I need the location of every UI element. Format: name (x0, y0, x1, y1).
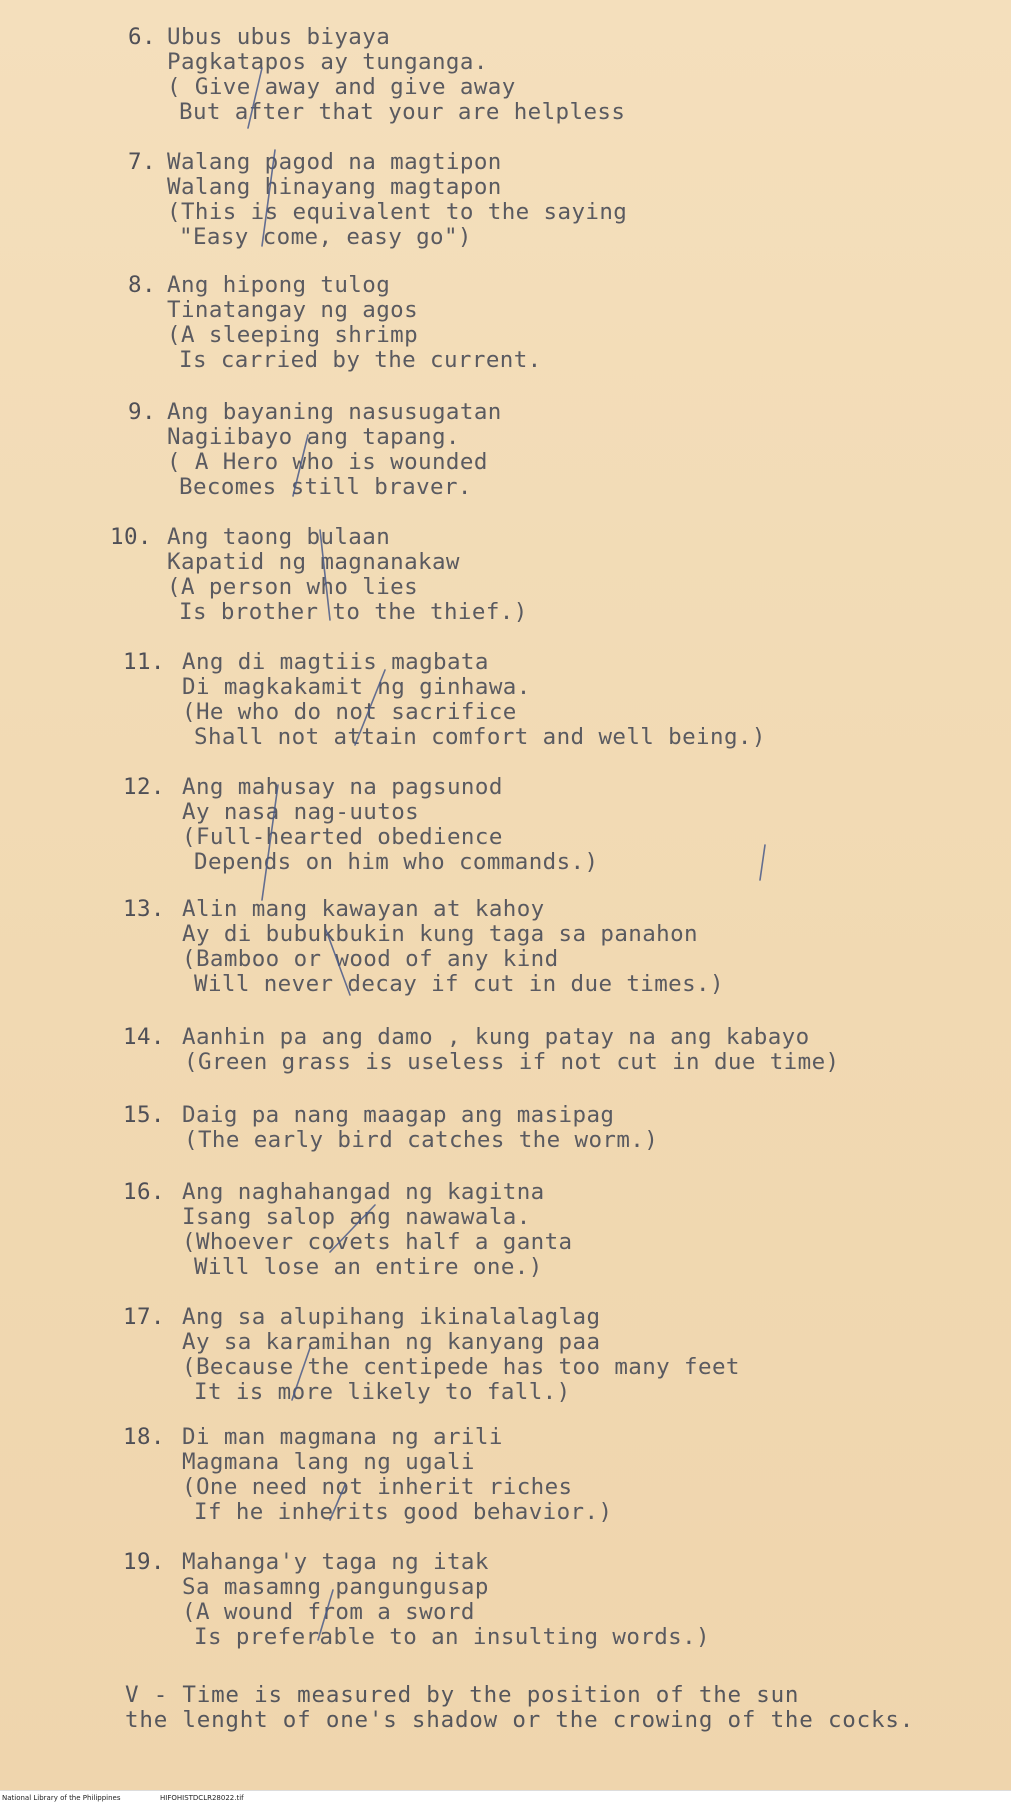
proverb-line: Ang di magtiis magbata (182, 649, 489, 675)
proverb-line: Ay di bubukbukin kung taga sa panahon (182, 921, 699, 947)
proverb-line: Will lose an entire one.) (194, 1254, 543, 1280)
proverb-number: 17. (123, 1304, 165, 1330)
proverb-line: Ang hipong tulog (167, 272, 391, 298)
proverb-line: (Green grass is useless if not cut in due time) (184, 1049, 840, 1075)
proverb-line: Shall not attain comfort and well being.) (194, 724, 766, 750)
proverb-line: (Bamboo or wood of any kind (182, 946, 559, 972)
proverb-line: Magmana lang ng ugali (182, 1449, 475, 1475)
proverb-line: (He who do not sacrifice (182, 699, 517, 725)
proverb-line: Ay nasa nag-uutos (182, 799, 420, 825)
closing-line-2: the lenght of one's shadow or the crowing of the cocks. (125, 1707, 915, 1733)
proverb-number: 6. (128, 24, 156, 50)
proverb-line: Depends on him who commands.) (194, 849, 599, 875)
proverb-line: Nagiibayo ang tapang. (167, 424, 460, 450)
proverb-line: (A person who lies (167, 574, 419, 600)
proverb-line: If he inherits good behavior.) (194, 1499, 613, 1525)
proverb-line: (Full-hearted obedience (182, 824, 503, 850)
proverb-line: Kapatid ng magnanakaw (167, 549, 460, 575)
proverb-number: 14. (123, 1024, 165, 1050)
proverb-number: 18. (123, 1424, 165, 1450)
proverb-line: Di man magmana ng arili (182, 1424, 503, 1450)
proverb-number: 13. (123, 896, 165, 922)
file-id: HIFOHISTDCLR28022.tif (160, 1794, 244, 1802)
proverb-number: 19. (123, 1549, 165, 1575)
proverb-line: Alin mang kawayan at kahoy (182, 896, 545, 922)
proverb-line: (A wound from a sword (182, 1599, 475, 1625)
proverb-line: ( Give away and give away (167, 74, 516, 100)
proverb-line: Ang naghahangad ng kagitna (182, 1179, 545, 1205)
proverb-line: Tinatangay ng agos (167, 297, 419, 323)
proverb-line: "Easy come, easy go") (179, 224, 472, 250)
proverb-line: Is brother to the thief.) (179, 599, 528, 625)
proverb-line: Daig pa nang maagap ang masipag (182, 1102, 615, 1128)
proverb-number: 9. (128, 399, 156, 425)
proverb-line: Mahanga'y taga ng itak (182, 1549, 489, 1575)
proverb-line: Is preferable to an insulting words.) (194, 1624, 711, 1650)
proverb-line: ( A Hero who is wounded (167, 449, 488, 475)
proverb-line: But after that your are helpless (179, 99, 626, 125)
proverb-line: (One need not inherit riches (182, 1474, 573, 1500)
proverb-line: Isang salop ang nawawala. (182, 1204, 531, 1230)
proverb-number: 8. (128, 272, 156, 298)
proverb-line: Aanhin pa ang damo , kung patay na ang kabayo (182, 1024, 810, 1050)
proverb-number: 12. (123, 774, 165, 800)
proverb-line: Is carried by the current. (179, 347, 542, 373)
proverb-number: 15. (123, 1102, 165, 1128)
proverb-line: (A sleeping shrimp (167, 322, 419, 348)
proverb-line: Becomes still braver. (179, 474, 472, 500)
proverb-line: Ay sa karamihan ng kanyang paa (182, 1329, 601, 1355)
proverb-line: Ang mahusay na pagsunod (182, 774, 503, 800)
proverb-line: Ubus ubus biyaya (167, 24, 391, 50)
proverb-number: 10. (110, 524, 152, 550)
proverb-line: (The early bird catches the worm.) (184, 1127, 659, 1153)
proverb-line: It is more likely to fall.) (194, 1379, 571, 1405)
proverb-line: (Because the centipede has too many feet (182, 1354, 740, 1380)
proverb-line: Ang bayaning nasusugatan (167, 399, 502, 425)
proverb-line: (Whoever covets half a ganta (182, 1229, 573, 1255)
proverb-line: Di magkakamit ng ginhawa. (182, 674, 531, 700)
proverb-line: Ang taong bulaan (167, 524, 391, 550)
library-credit: National Library of the Philippines (2, 1794, 121, 1802)
proverb-line: Walang hinayang magtapon (167, 174, 502, 200)
proverb-line: Will never decay if cut in due times.) (194, 971, 724, 997)
proverb-number: 7. (128, 149, 156, 175)
closing-line-1: V - Time is measured by the position of the sun (125, 1682, 800, 1708)
proverb-line: (This is equivalent to the saying (167, 199, 628, 225)
proverb-line: Pagkatapos ay tunganga. (167, 49, 488, 75)
proverb-number: 16. (123, 1179, 165, 1205)
proverb-line: Ang sa alupihang ikinalalaglag (182, 1304, 601, 1330)
proverb-line: Sa masamng pangungusap (182, 1574, 489, 1600)
proverb-number: 11. (123, 649, 165, 675)
proverb-line: Walang pagod na magtipon (167, 149, 502, 175)
scan-footer (0, 1790, 1011, 1809)
